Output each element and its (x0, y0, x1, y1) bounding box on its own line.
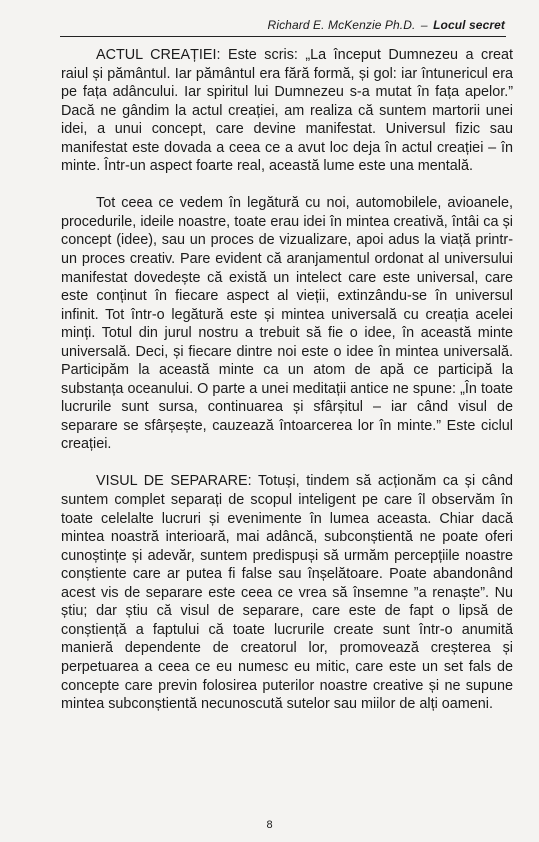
running-header (60, 18, 505, 32)
header-book-title: Locul secret (433, 18, 505, 32)
page-body (61, 46, 513, 732)
page-number: 8 (266, 819, 273, 831)
header-separator: – (420, 18, 428, 32)
header-rule (60, 36, 506, 37)
header-author: Richard E. McKenzie Ph.D. (267, 18, 416, 32)
paragraph-visul-de-separare: VISUL DE SEPARARE: Totuși, tindem să acționăm ca și când suntem complet separați de scopul inteligent pe care îl observăm în toate celelalte lucruri și evenimente în lumea aceasta. Chiar dacă mintea noastră interioară, mai adâncă, subconștientă ne poate oferi cunoștințe și adevăr, suntem predispuși să urmăm percepțiile noastre conștiente care ar putea fi false sau înșelătoare. Poate abandonând acest vis de separare este ceea ce vrea să însemne ”a renaște”. Nu știu; dar știu că visul de separare, care este de fapt o lipsă de conștiență a faptului că toate lucrurile create sunt într-o anumită manieră dependente de creatorul lor, promovează creșterea și perpetuarea a ceea ce eu numesc eu mitic, care este un set fals de concepte care previn folosirea puterilor noastre creative și ne supune mintea subconștientă necunoscută sutelor sau miilor de alți oameni. (61, 473, 513, 713)
paragraph-actul-creatiei: ACTUL CREAȚIEI: Este scris: „La început Dumnezeu a creat raiul și pământul. Iar pământul era fără formă, și gol: iar întunericul era pe fața adâncului. Iar spiritul lui Dumnezeu s-a mutat în fața apelor.” Dacă ne gândim la actul creației, am realiza că suntem martorii unei idei, a unui concept, care devine manifestat. Universul fizic sau manifestat este dovada a ceea ce a avut loc deja în actul creației – în minte. Într-un aspect foarte real, această lume este una mentală. (61, 47, 513, 175)
paragraph-ce-vedem: Tot ceea ce vedem în legătură cu noi, automobilele, avioanele, procedurile, ideile noastre, toate erau idei în mintea creativă, întâi ca și concept (idee), sau un proces de vizualizare, apoi adus la viață printr-un proces creativ. Pare evident că aranjamentul ordonat al universului manifestat dovedește că există un intelect care este universal, care este conținut în fiecare aspect al vieții, extinzându-se în universul infinit. Tot într-o legătură este și mintea universală cu creația acelei minți. Totul din jurul nostru a trebuit să fie o idee, în această minte universală. Deci, și fiecare dintre noi este o idee în mintea universală. Participăm la această minte ca un atom de apă ce participă la substanța oceanului. O parte a unei meditații antice ne spune: „În toate lucrurile sunt sursa, continuarea și sfârșitul – iar când visul de separare se sfârșește, cauzează întoarcerea lor în minte.” Este ciclul creației. (61, 195, 513, 453)
